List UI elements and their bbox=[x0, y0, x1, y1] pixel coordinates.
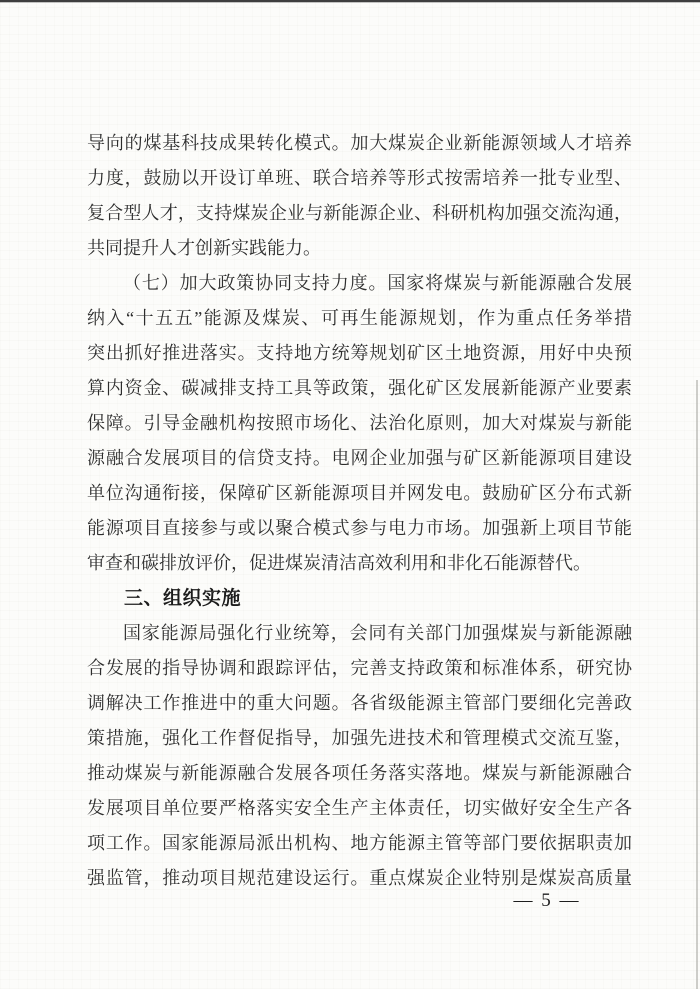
scan-top-edge bbox=[0, 0, 700, 3]
body-line: 强监管，推动项目规范建设运行。重点煤炭企业特别是煤炭高质量 bbox=[87, 868, 632, 888]
body-line: 突出抓好推进落实。支持地方统筹规划矿区土地资源，用好中央预 bbox=[87, 343, 632, 363]
body-line: 推动煤炭与新能源融合发展各项任务落实落地。煤炭与新能源融合 bbox=[87, 763, 632, 783]
body-line: 共同提升人才创新实践能力。 bbox=[87, 238, 321, 258]
section-heading: 三、组织实施 bbox=[124, 588, 242, 609]
body-line: 合发展的指导协调和跟踪评估，完善支持政策和标准体系，研究协 bbox=[87, 658, 632, 678]
body-line-paragraph-start: 国家能源局强化行业统筹，会同有关部门加强煤炭与新能源融 bbox=[123, 623, 632, 643]
body-line: 发展项目单位要严格落实安全生产主体责任，切实做好安全生产各 bbox=[87, 798, 632, 818]
body-line: 复合型人才，支持煤炭企业与新能源企业、科研机构加强交流沟通， bbox=[87, 203, 632, 223]
document-body bbox=[87, 126, 632, 896]
body-line: 调解决工作推进中的重大问题。各省级能源主管部门要细化完善政 bbox=[87, 693, 632, 713]
body-line: 源融合发展项目的信贷支持。电网企业加强与矿区新能源项目建设 bbox=[87, 448, 632, 468]
body-line: 算内资金、碳减排支持工具等政策，强化矿区发展新能源产业要素 bbox=[87, 378, 632, 398]
body-line: 策措施，强化工作督促指导，加强先进技术和管理模式交流互鉴， bbox=[87, 728, 632, 748]
body-line: 单位沟通衔接，保障矿区新能源项目并网发电。鼓励矿区分布式新 bbox=[87, 483, 632, 503]
body-line: 保障。引导金融机构按照市场化、法治化原则，加大对煤炭与新能 bbox=[87, 413, 632, 433]
body-line-paragraph-start: （七）加大政策协同支持力度。国家将煤炭与新能源融合发展 bbox=[123, 273, 632, 293]
body-line: 力度，鼓励以开设订单班、联合培养等形式按需培养一批专业型、 bbox=[87, 168, 632, 188]
body-line: 审查和碳排放评价，促进煤炭清洁高效利用和非化石能源替代。 bbox=[87, 553, 591, 573]
page-number: — 5 — bbox=[513, 890, 581, 911]
body-line: 能源项目直接参与或以聚合模式参与电力市场。加强新上项目节能 bbox=[87, 518, 632, 538]
body-line: 纳入“十五五”能源及煤炭、可再生能源规划，作为重点任务举措 bbox=[87, 308, 632, 328]
scan-right-edge bbox=[696, 380, 698, 989]
body-line: 导向的煤基科技成果转化模式。加大煤炭企业新能源领域人才培养 bbox=[87, 133, 632, 153]
body-line: 项工作。国家能源局派出机构、地方能源主管等部门要依据职责加 bbox=[87, 833, 632, 853]
